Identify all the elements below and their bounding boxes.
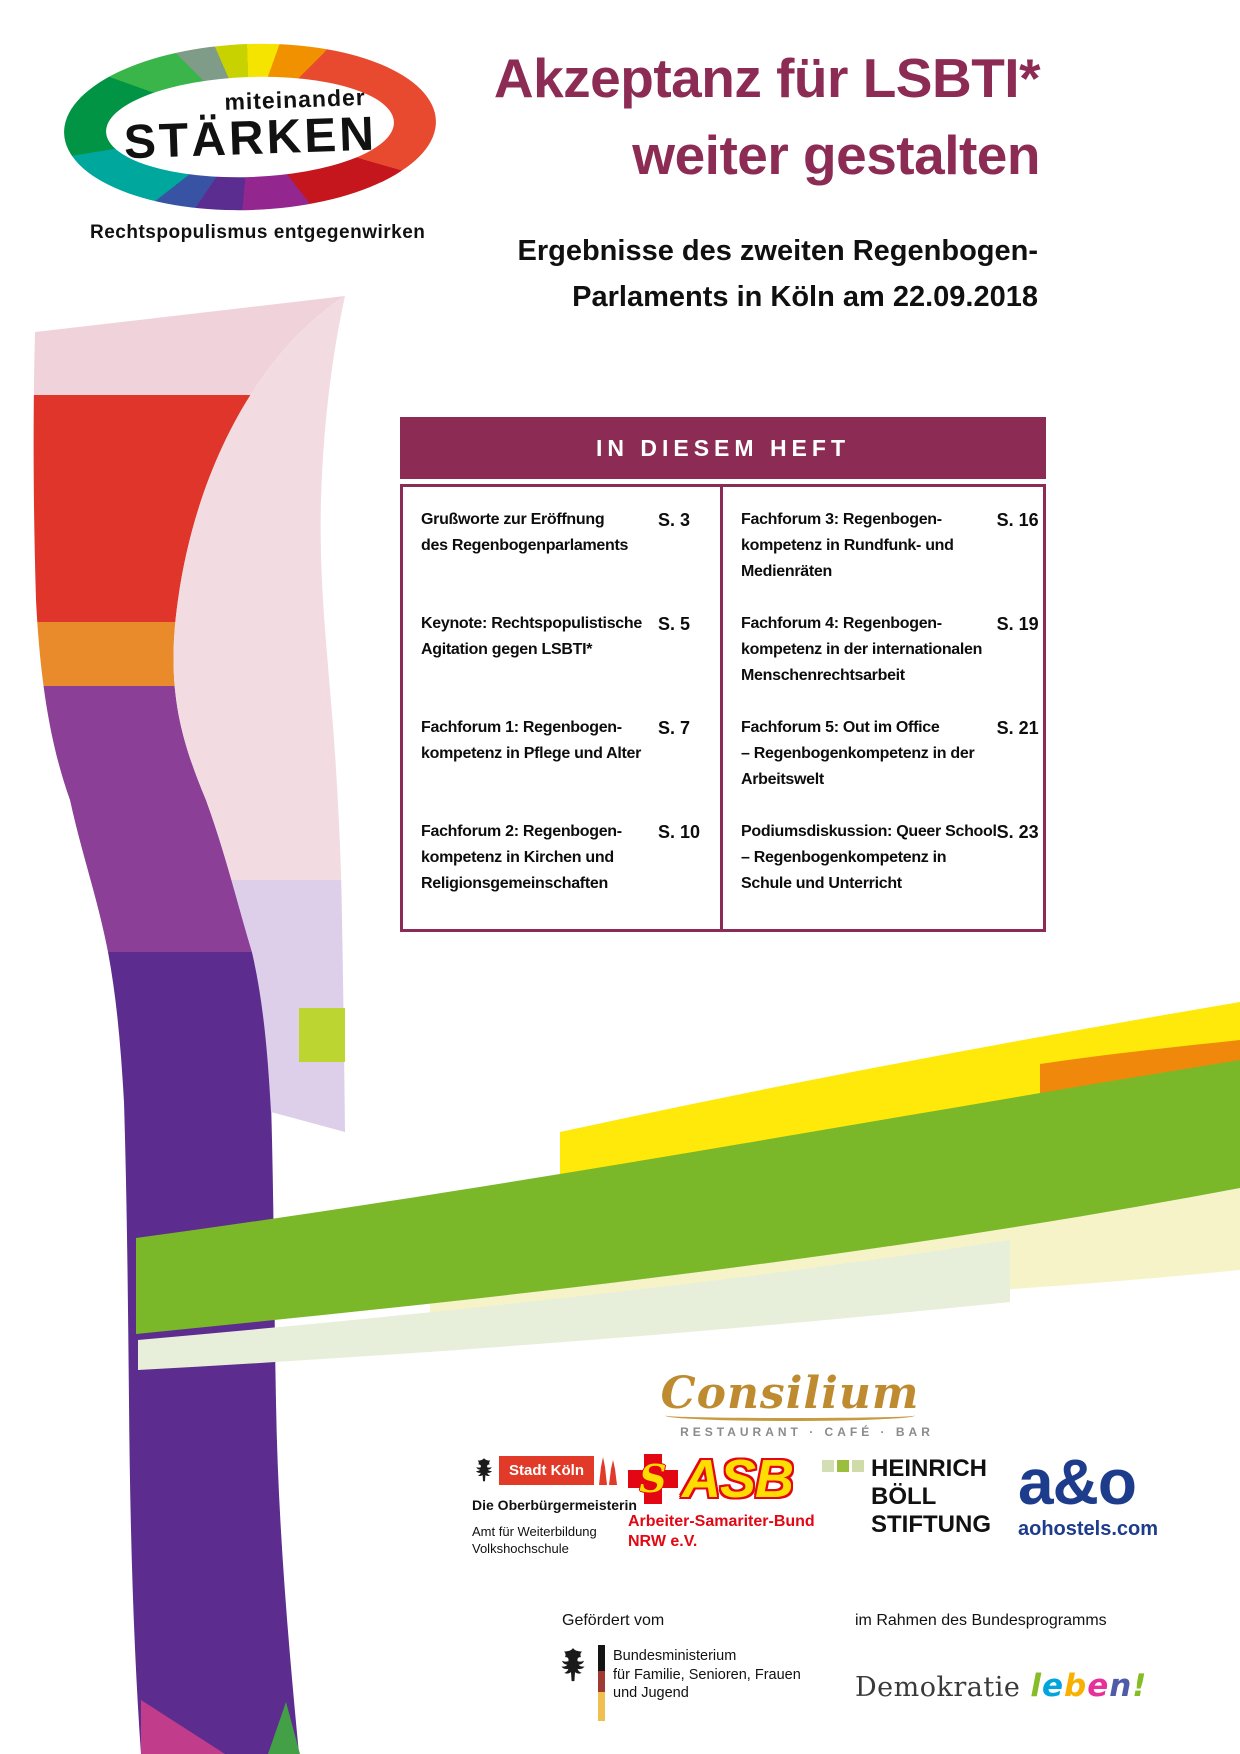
toc-entry-title: Fachforum 1: Regenbogen- kompetenz in Pflege und Alter	[421, 719, 642, 762]
brand-line1: miteinander	[223, 83, 367, 115]
toc-header: IN DIESEM HEFT	[400, 417, 1046, 479]
toc-entry-page: S. 5	[658, 614, 691, 634]
ao-hostels-logo	[1018, 1446, 1159, 1541]
stadt-koeln-line3: Volkshochschule	[472, 1541, 569, 1556]
ministry-line3: und Jugend	[613, 1685, 689, 1701]
boell-line2: BÖLL	[871, 1483, 937, 1510]
ministry-line1: Bundesministerium	[613, 1648, 737, 1664]
toc-entry	[741, 611, 1051, 715]
toc-entry-page: S. 3	[658, 510, 691, 530]
cathedral-icon	[597, 1455, 619, 1485]
toc-entry-page: S. 16	[996, 510, 1039, 530]
rainbow-ellipse-icon	[61, 38, 439, 217]
toc-entry-title: Podiumsdiskussion: Queer School – Regenbogenkompetenz in Schule und Unterricht	[741, 823, 997, 892]
toc-entry	[421, 507, 712, 611]
title-line2: weiter gestalten	[632, 124, 1040, 186]
subtitle-line1: Ergebnisse des zweiten Regenbogen-	[517, 235, 1038, 267]
title-line1: Akzeptanz für LSBTI*	[493, 47, 1040, 109]
lime-square-accent	[299, 1008, 345, 1062]
toc-entry	[421, 611, 712, 715]
consilium-subtitle: RESTAURANT · CAFÉ · BAR	[680, 1425, 934, 1440]
asb-acronym: ASB	[682, 1449, 794, 1509]
toc-entry	[741, 819, 1051, 923]
demokratie-leben-logo	[855, 1668, 1147, 1704]
toc-entry	[421, 819, 712, 923]
funding-left-label: Gefördert vom	[562, 1612, 665, 1629]
heinrich-boell-logo	[822, 1455, 991, 1539]
page-title	[494, 40, 1040, 194]
consilium-name: Consilium	[660, 1368, 920, 1419]
toc-column-left	[403, 487, 723, 929]
leben-letter: e	[1041, 1668, 1064, 1704]
demokratie-word: Demokratie	[855, 1672, 1021, 1703]
toc-entry	[741, 715, 1051, 819]
toc-entry	[421, 715, 712, 819]
asb-logo	[628, 1449, 815, 1552]
toc-entry-page: S. 21	[996, 718, 1039, 738]
ao-wordmark: a&o	[1018, 1446, 1136, 1518]
brand-tagline: Rechtspopulismus entgegenwirken	[90, 222, 426, 243]
toc-entry	[741, 507, 1051, 611]
leben-letter: e	[1087, 1668, 1110, 1704]
brand-line2: STÄRKEN	[123, 107, 378, 170]
ao-url: aohostels.com	[1018, 1518, 1159, 1540]
boell-squares-icon	[822, 1460, 864, 1539]
toc-entry-title: Fachforum 5: Out im Office – Regenbogenkompetenz in der Arbeitswelt	[741, 719, 975, 788]
page-subtitle	[518, 228, 1039, 320]
stadt-koeln-wordmark: Stadt Köln	[499, 1456, 594, 1485]
toc-entry-title: Fachforum 4: Regenbogen- kompetenz in der internationalen Menschenrechtsarbeit	[741, 615, 983, 684]
leben-letter: l	[1030, 1668, 1042, 1704]
black-red-gold-stripe	[598, 1645, 605, 1721]
stadt-koeln-logo	[472, 1455, 637, 1557]
consilium-logo	[635, 1370, 945, 1439]
toc-column-right	[723, 487, 1043, 929]
ministry-line2: für Familie, Senioren, Frauen	[613, 1666, 801, 1683]
boell-line3: STIFTUNG	[871, 1511, 991, 1538]
asb-line1: Arbeiter-Samariter-Bund	[628, 1513, 815, 1530]
toc-entry-title: Fachforum 2: Regenbogen- kompetenz in Kirchen und Religionsgemeinschaften	[421, 823, 622, 892]
ministry-logo	[556, 1645, 801, 1721]
toc-entry-title: Keynote: Rechtspopulistische Agitation gegen LSBTI*	[421, 615, 642, 658]
toc-entry-title: Fachforum 3: Regenbogen- kompetenz in Rundfunk- und Medienräten	[741, 511, 954, 580]
leben-letter: !	[1132, 1668, 1148, 1704]
toc-entry-page: S. 19	[996, 614, 1039, 634]
asb-cross-icon	[628, 1454, 678, 1504]
leben-word	[1030, 1668, 1147, 1704]
boell-line1: HEINRICH	[871, 1455, 988, 1482]
leben-letter: n	[1109, 1668, 1133, 1704]
funding-right-label: im Rahmen des Bundesprogramms	[855, 1612, 1107, 1629]
asb-line2: NRW e.V.	[628, 1533, 698, 1550]
brand-logo	[64, 44, 436, 244]
stadt-koeln-line1: Die Oberbürgermeisterin	[472, 1497, 637, 1513]
federal-eagle-icon	[556, 1645, 590, 1685]
leben-letter: b	[1063, 1668, 1088, 1704]
asb-cross-letter: S	[639, 1456, 667, 1501]
table-of-contents	[400, 417, 1046, 932]
toc-entry-title: Grußworte zur Eröffnung des Regenbogenparlaments	[421, 511, 629, 554]
toc-entry-page: S. 7	[658, 718, 691, 738]
koeln-eagle-icon	[472, 1456, 496, 1484]
stadt-koeln-line2: Amt für Weiterbildung	[472, 1524, 597, 1539]
subtitle-line2: Parlaments in Köln am 22.09.2018	[572, 281, 1038, 313]
toc-body	[400, 484, 1046, 932]
toc-entry-page: S. 10	[658, 822, 701, 842]
toc-entry-page: S. 23	[996, 822, 1039, 842]
